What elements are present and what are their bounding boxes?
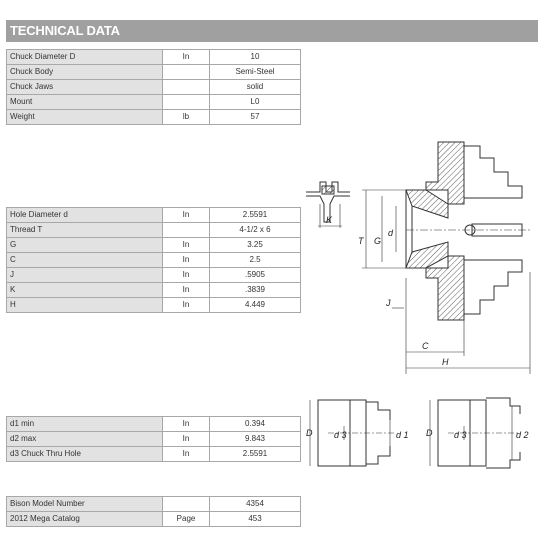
h-label: H bbox=[442, 357, 449, 367]
row-label: Weight bbox=[7, 110, 163, 125]
d-label: D bbox=[426, 428, 433, 438]
lower-jaw bbox=[464, 260, 522, 314]
row-value: 2.5591 bbox=[210, 447, 301, 462]
mount-spec-table bbox=[6, 207, 301, 313]
section-title: TECHNICAL DATA bbox=[10, 23, 120, 38]
table-row bbox=[7, 65, 301, 80]
row-unit: In bbox=[163, 208, 210, 223]
row-label: Bison Model Number bbox=[7, 497, 163, 512]
row-unit: In bbox=[163, 447, 210, 462]
d3-label: d 3 bbox=[334, 430, 347, 440]
row-label: 2012 Mega Catalog bbox=[7, 512, 163, 527]
row-label: H bbox=[7, 298, 163, 313]
c-label: C bbox=[422, 341, 429, 351]
t-label: T bbox=[358, 236, 364, 246]
row-value: L0 bbox=[210, 95, 301, 110]
jaw-steps-upper bbox=[486, 398, 520, 414]
jaw-block bbox=[322, 186, 334, 194]
row-value: 453 bbox=[210, 512, 301, 527]
row-label: Chuck Body bbox=[7, 65, 163, 80]
row-label: d1 min bbox=[7, 417, 163, 432]
body-section-lower bbox=[426, 256, 464, 320]
row-value: 10 bbox=[210, 50, 301, 65]
d2-label: d 2 bbox=[516, 430, 529, 440]
row-label: C bbox=[7, 253, 163, 268]
row-unit: In bbox=[163, 298, 210, 313]
row-unit: In bbox=[163, 417, 210, 432]
row-unit bbox=[163, 65, 210, 80]
row-value: 9.843 bbox=[210, 432, 301, 447]
row-unit: Page bbox=[163, 512, 210, 527]
table-row bbox=[7, 268, 301, 283]
jaw-steps-lower bbox=[366, 446, 390, 464]
row-value: 0.394 bbox=[210, 417, 301, 432]
row-label: d3 Chuck Thru Hole bbox=[7, 447, 163, 462]
row-value: Semi-Steel bbox=[210, 65, 301, 80]
row-label: J bbox=[7, 268, 163, 283]
d1-label: d 1 bbox=[396, 430, 409, 440]
row-value: solid bbox=[210, 80, 301, 95]
upper-jaw bbox=[464, 146, 522, 198]
table-row bbox=[7, 80, 301, 95]
general-spec-table bbox=[6, 49, 301, 125]
table-row bbox=[7, 50, 301, 65]
row-value: .5905 bbox=[210, 268, 301, 283]
table-row bbox=[7, 417, 301, 432]
row-value: 2.5591 bbox=[210, 208, 301, 223]
row-unit: In bbox=[163, 283, 210, 298]
table-row bbox=[7, 512, 301, 527]
row-unit: In bbox=[163, 50, 210, 65]
k-label: K bbox=[326, 215, 333, 225]
jaw-steps-lower bbox=[486, 452, 520, 468]
row-unit: In bbox=[163, 432, 210, 447]
table-row bbox=[7, 95, 301, 110]
table-row bbox=[7, 432, 301, 447]
row-unit bbox=[163, 95, 210, 110]
row-unit bbox=[163, 80, 210, 95]
table-row bbox=[7, 110, 301, 125]
row-unit bbox=[163, 223, 210, 238]
row-label: Chuck Jaws bbox=[7, 80, 163, 95]
table-row bbox=[7, 238, 301, 253]
catalog-table bbox=[6, 496, 301, 527]
grip-view-external bbox=[304, 392, 414, 474]
row-label: Hole Diameter d bbox=[7, 208, 163, 223]
table-row bbox=[7, 253, 301, 268]
row-label: Chuck Diameter D bbox=[7, 50, 163, 65]
row-unit: In bbox=[163, 268, 210, 283]
row-label: G bbox=[7, 238, 163, 253]
row-unit: lb bbox=[163, 110, 210, 125]
row-value: 57 bbox=[210, 110, 301, 125]
table-row bbox=[7, 447, 301, 462]
row-value: 4354 bbox=[210, 497, 301, 512]
row-value: 2.5 bbox=[210, 253, 301, 268]
row-label: K bbox=[7, 283, 163, 298]
table-row bbox=[7, 298, 301, 313]
grip-spec-table bbox=[6, 416, 301, 462]
row-label: d2 max bbox=[7, 432, 163, 447]
table-row bbox=[7, 283, 301, 298]
row-value: 4.449 bbox=[210, 298, 301, 313]
grip-view-internal bbox=[424, 392, 534, 474]
chuck-section-drawing bbox=[352, 132, 538, 380]
row-label: Thread T bbox=[7, 223, 163, 238]
table-row bbox=[7, 497, 301, 512]
row-unit: In bbox=[163, 238, 210, 253]
d-label: D bbox=[306, 428, 313, 438]
table-row bbox=[7, 208, 301, 223]
d3-label: d 3 bbox=[454, 430, 467, 440]
section-header bbox=[6, 20, 538, 42]
row-value: .3839 bbox=[210, 283, 301, 298]
jaw-detail-drawing bbox=[300, 178, 356, 232]
row-value: 3.25 bbox=[210, 238, 301, 253]
row-unit bbox=[163, 497, 210, 512]
row-unit: In bbox=[163, 253, 210, 268]
row-label: Mount bbox=[7, 95, 163, 110]
j-label: J bbox=[386, 298, 391, 308]
table-row bbox=[7, 223, 301, 238]
d-label: d bbox=[388, 228, 394, 238]
row-value: 4-1/2 x 6 bbox=[210, 223, 301, 238]
jaw-steps-upper bbox=[366, 402, 390, 420]
g-label: G bbox=[374, 236, 382, 246]
